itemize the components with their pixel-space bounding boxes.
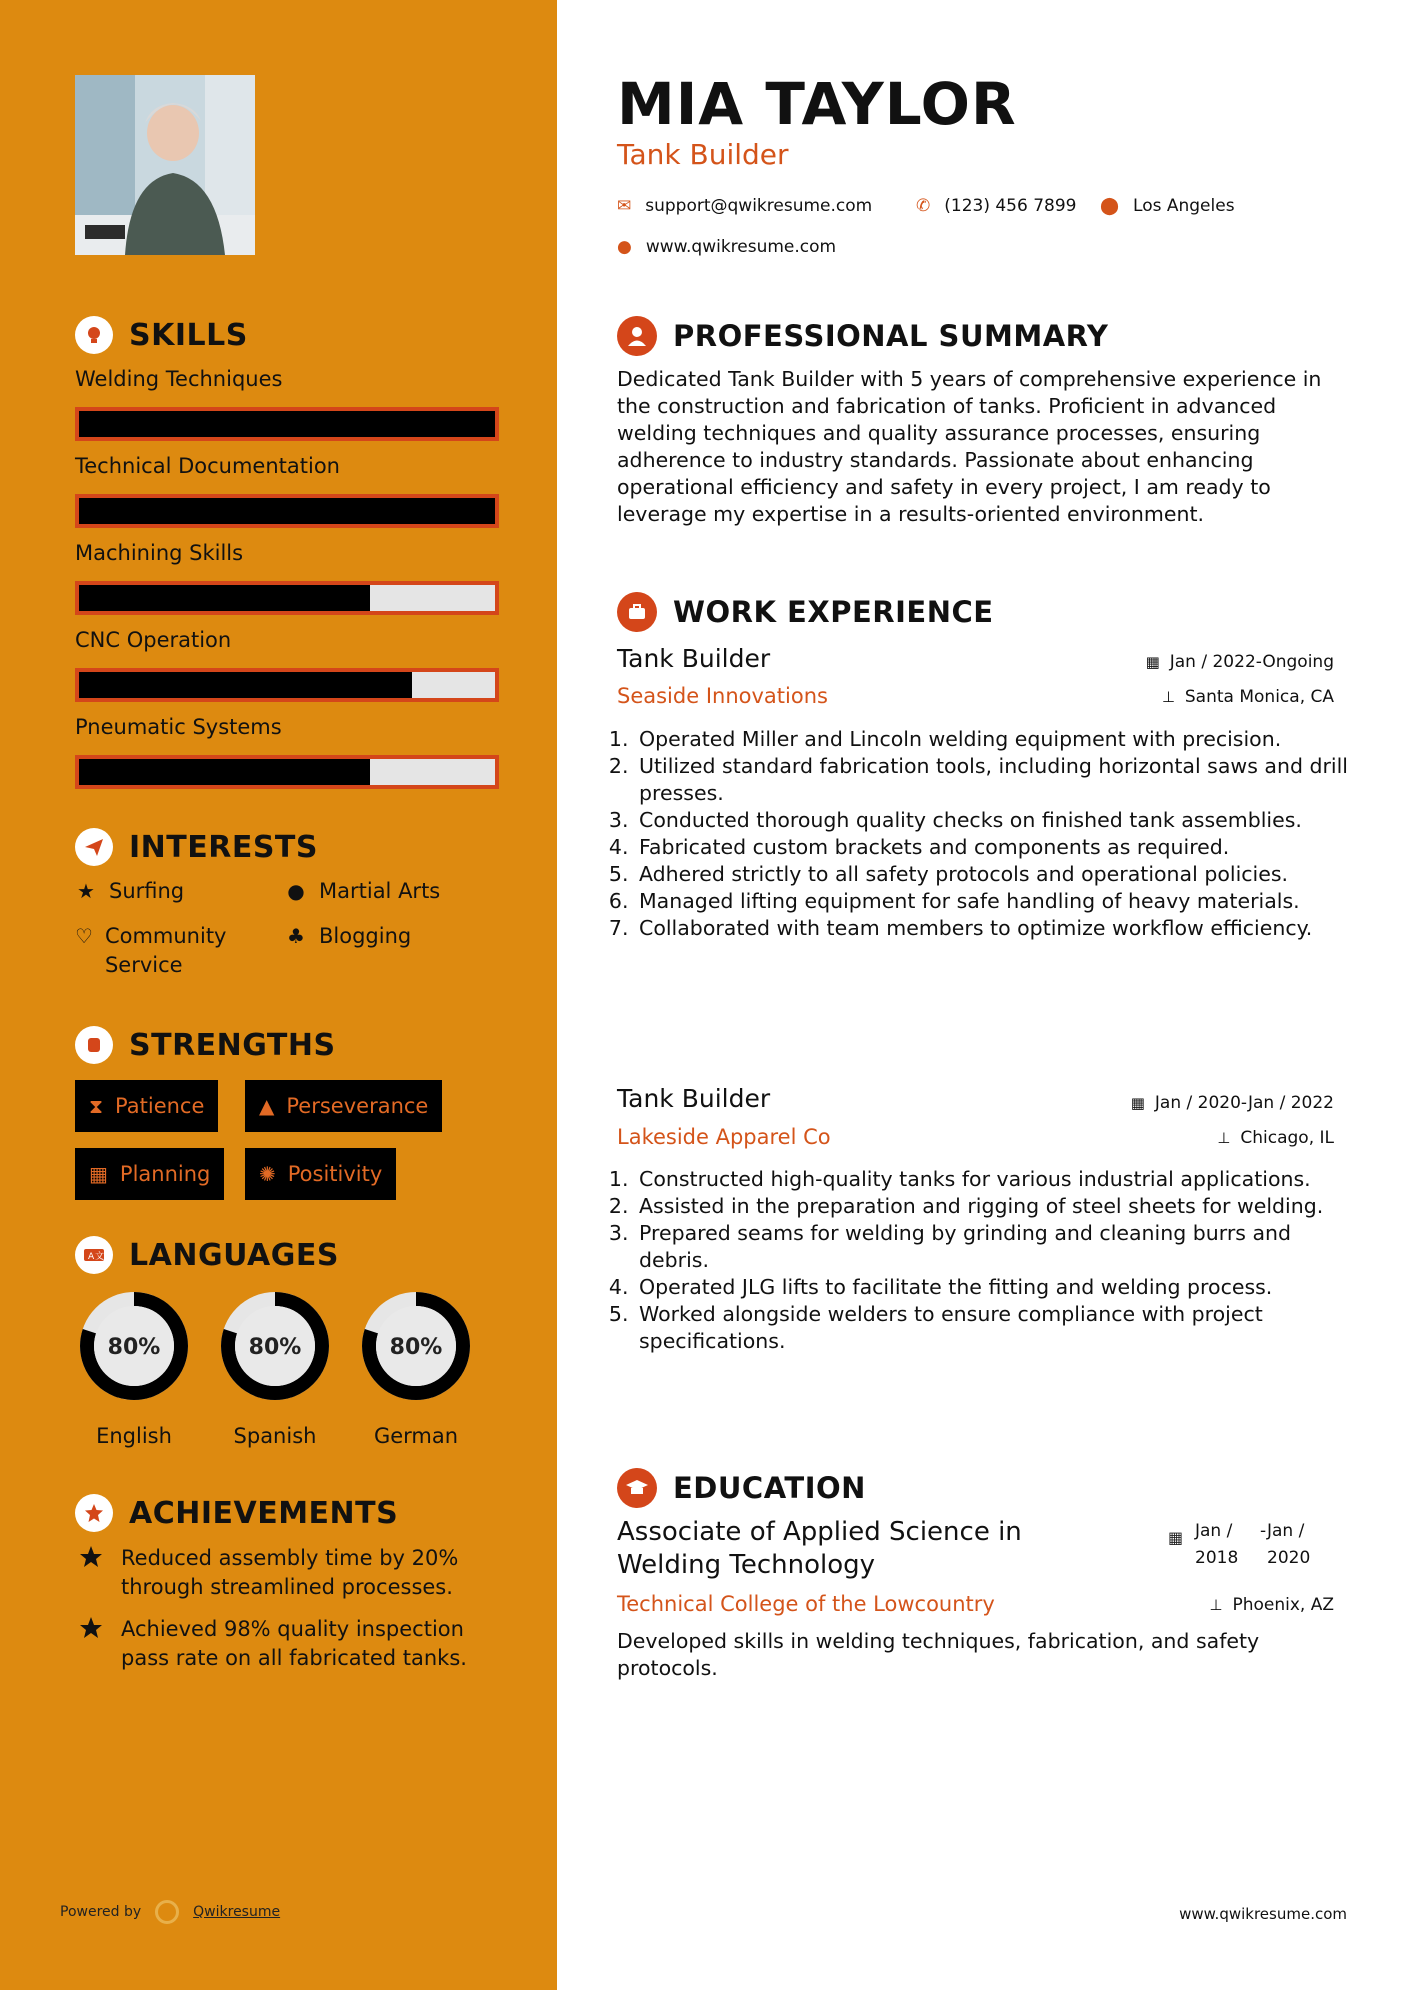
strength-chip: ⧗ Patience — [75, 1080, 218, 1132]
skill-name: Pneumatic Systems — [75, 715, 282, 739]
job-duties — [617, 1166, 1360, 1355]
education-heading: EDUCATION — [617, 1468, 866, 1508]
language-name: Spanish — [233, 1424, 317, 1448]
contact-location: ⬤ Los Angeles — [1100, 196, 1235, 216]
language-name: German — [373, 1424, 459, 1448]
job-location: ⊥ Chicago, IL — [1217, 1128, 1334, 1148]
job-dates: ▦ Jan / 2020-Jan / 2022 — [1130, 1093, 1334, 1113]
award-star-icon — [75, 1494, 113, 1532]
translate-icon — [75, 1236, 113, 1274]
skill-bar — [75, 581, 499, 615]
duty-item: 2. Assisted in the preparation and rigging of steel sheets for welding. — [635, 1193, 1360, 1220]
contact-email: ✉ support@qwikresume.com — [617, 196, 873, 216]
duty-item: 1. Constructed high-quality tanks for various industrial applications. — [635, 1166, 1360, 1193]
achievement-item: Achieved 98% quality inspection pass rate on all fabricated tanks. — [75, 1615, 515, 1673]
interest-item: ★ Surfing — [75, 877, 184, 906]
experience-heading: WORK EXPERIENCE — [617, 592, 994, 632]
date-separator: - — [1260, 1521, 1267, 1541]
svg-text:文: 文 — [95, 1252, 105, 1262]
skills-heading: SKILLS — [75, 316, 248, 354]
languages-heading: A 文 LANGUAGES — [75, 1236, 339, 1274]
calendar-icon: ▦ — [89, 1162, 108, 1186]
skill-item — [75, 715, 503, 789]
duty-item: 6. Managed lifting equipment for safe handling of heavy materials. — [635, 888, 1360, 915]
language-ring — [356, 1286, 476, 1406]
skill-item — [75, 454, 503, 528]
job-title: Tank Builder — [617, 1084, 771, 1113]
strength-chip: ✺ Positivity — [245, 1148, 396, 1200]
skill-bar — [75, 755, 499, 789]
job-title: Tank Builder — [617, 644, 771, 673]
language-item — [356, 1286, 476, 1448]
calendar-icon: ▦ — [1168, 1528, 1184, 1547]
education-location: ⊥ Phoenix, AZ — [1209, 1595, 1334, 1615]
education-description: Developed skills in welding techniques, fabrication, and safety protocols. — [617, 1629, 1260, 1680]
powered-by: Powered by Qwikresume — [60, 1900, 280, 1924]
interest-item: ♣ Blogging — [285, 922, 411, 951]
duty-item: 5. Worked alongside welders to ensure compliance with project specifications. — [635, 1301, 1360, 1355]
pin-icon: ⊥ — [1217, 1129, 1231, 1147]
skill-item — [75, 367, 503, 441]
language-ring — [74, 1286, 194, 1406]
map-pin-icon: ⬤ — [1100, 196, 1120, 216]
summary-heading: PROFESSIONAL SUMMARY — [617, 316, 1108, 356]
duty-item: 4. Operated JLG lifts to facilitate the fitting and welding process. — [635, 1274, 1360, 1301]
skill-name: CNC Operation — [75, 628, 232, 652]
skill-bar — [75, 668, 499, 702]
duty-item: 7. Collaborated with team members to optimize workflow efficiency. — [635, 915, 1360, 942]
duty-item: 5. Adhered strictly to all safety protocols and operational policies. — [635, 861, 1360, 888]
contact-phone: ✆ (123) 456 7899 — [916, 196, 1077, 216]
language-ring — [215, 1286, 335, 1406]
skill-fill — [79, 672, 412, 698]
envelope-icon: ✉ — [617, 196, 632, 216]
duty-item: 1. Operated Miller and Lincoln welding equipment with precision. — [635, 726, 1360, 753]
qwikresume-link[interactable]: Qwikresume — [193, 1904, 281, 1920]
sun-icon: ✺ — [259, 1162, 276, 1186]
strength-chip: ▲ Perseverance — [245, 1080, 442, 1132]
degree-title: Associate of Applied Science in Welding Technology — [617, 1517, 1022, 1580]
phone-icon: ✆ — [916, 196, 931, 216]
skill-name: Welding Techniques — [75, 367, 283, 391]
summary-text: Dedicated Tank Builder with 5 years of comprehensive experience in the construction and fabrication of tanks. Proficient in advanced welding techniques and quality assurance processes, ensuring adherence to industry standards. Passionate about enhancing operational efficiency and safety in every project, I am ready to leverage my expertise in a results-oriented environment. — [617, 367, 1322, 526]
achievement-item: Reduced assembly time by 20% through streamlined processes. — [75, 1544, 515, 1602]
heart-hand-icon: ♡ — [75, 924, 93, 948]
language-item — [215, 1286, 335, 1448]
candidate-name: MIA TAYLOR — [617, 70, 1017, 138]
users-icon: ♣ — [287, 924, 305, 948]
profile-photo — [75, 75, 255, 255]
globe-icon: ● — [287, 879, 305, 903]
star-icon: ★ — [77, 879, 95, 903]
strengths-heading: STRENGTHS — [75, 1026, 336, 1064]
hourglass-icon: ⧗ — [89, 1094, 104, 1118]
star-hand-icon — [75, 1544, 107, 1602]
skill-fill — [79, 498, 495, 524]
sidebar — [0, 0, 557, 1990]
calendar-icon: ▦ — [1145, 653, 1160, 671]
paper-plane-icon — [75, 828, 113, 866]
skill-fill — [79, 411, 495, 437]
contact-website: ● www.qwikresume.com — [617, 237, 837, 257]
education-date-start: Jan / 2018 — [1195, 1521, 1239, 1568]
fist-icon — [75, 1026, 113, 1064]
job-location: ⊥ Santa Monica, CA — [1161, 687, 1334, 707]
interests-heading: INTERESTS — [75, 828, 318, 866]
star-hand-icon — [75, 1615, 107, 1673]
job-duties — [617, 726, 1360, 942]
user-icon — [617, 316, 657, 356]
pin-icon: ⊥ — [1161, 688, 1175, 706]
skill-bar — [75, 494, 499, 528]
skill-name: Technical Documentation — [75, 454, 340, 478]
language-name: English — [96, 1424, 172, 1448]
duty-item: 4. Fabricated custom brackets and components as required. — [635, 834, 1360, 861]
school-name: Technical College of the Lowcountry — [617, 1592, 995, 1616]
job-dates: ▦ Jan / 2022-Ongoing — [1145, 652, 1334, 672]
job-company: Lakeside Apparel Co — [617, 1125, 831, 1149]
qwikresume-logo-icon — [155, 1900, 179, 1924]
pin-icon: ⊥ — [1209, 1596, 1223, 1614]
strength-chip: ▦ Planning — [75, 1148, 224, 1200]
skill-item — [75, 541, 503, 615]
duty-item: 3. Prepared seams for welding by grinding and cleaning burrs and debris. — [635, 1220, 1360, 1274]
language-percent: 80% — [389, 1335, 443, 1360]
lightbulb-icon — [75, 316, 113, 354]
skill-fill — [79, 759, 370, 785]
language-percent: 80% — [107, 1335, 161, 1360]
skill-item — [75, 628, 503, 702]
interest-item: ♡ Community Service — [75, 924, 227, 977]
briefcase-icon — [617, 592, 657, 632]
footer-url[interactable]: www.qwikresume.com — [1179, 1905, 1347, 1923]
road-icon: ▲ — [259, 1094, 275, 1118]
interest-item: ● Martial Arts — [285, 877, 440, 906]
skill-bar — [75, 407, 499, 441]
svg-text:A: A — [88, 1252, 95, 1262]
skill-fill — [79, 585, 370, 611]
language-percent: 80% — [248, 1335, 302, 1360]
calendar-icon: ▦ — [1130, 1094, 1145, 1112]
graduation-cap-icon — [617, 1468, 657, 1508]
job-company: Seaside Innovations — [617, 684, 828, 708]
duty-item: 3. Conducted thorough quality checks on finished tank assemblies. — [635, 807, 1360, 834]
education-date-end: Jan / 2020 — [1267, 1521, 1311, 1568]
achievements-heading: ACHIEVEMENTS — [75, 1494, 398, 1532]
candidate-title: Tank Builder — [617, 138, 789, 171]
language-item — [74, 1286, 194, 1448]
duty-item: 2. Utilized standard fabrication tools, including horizontal saws and drill presses. — [635, 753, 1360, 807]
skill-name: Machining Skills — [75, 541, 244, 565]
globe-icon: ● — [617, 237, 632, 257]
